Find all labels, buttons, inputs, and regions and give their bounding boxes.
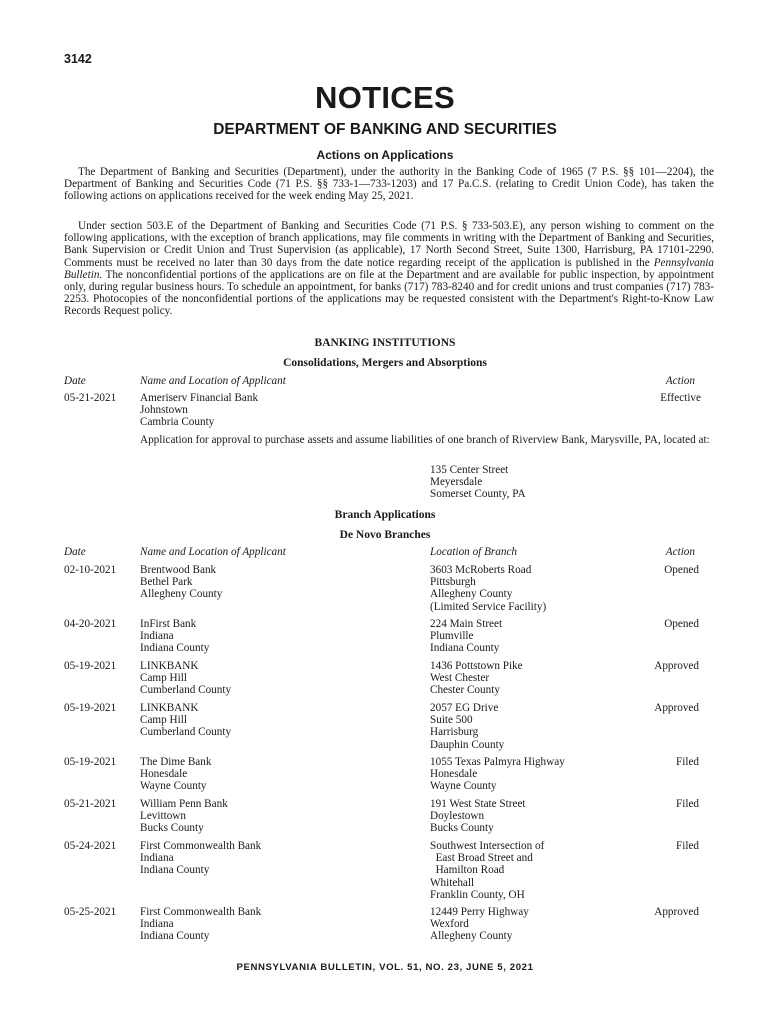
applicant-line: Indiana County — [140, 864, 210, 877]
applicant-line: Honesdale — [140, 768, 188, 781]
table-row-date: 05-19-2021 — [64, 756, 117, 768]
comment-paragraph — [64, 220, 714, 318]
location-line: Honesdale — [430, 768, 478, 781]
applicant-line: InFirst Bank — [140, 618, 197, 630]
table-row-action: Filed — [676, 756, 699, 768]
location-line: Whitehall — [430, 876, 475, 889]
table-row-applicant — [140, 756, 211, 793]
table-row-date: 02-10-2021 — [64, 564, 117, 576]
applicant-line: William Penn Bank — [140, 798, 228, 810]
applicant-line: First Commonwealth Bank — [140, 840, 262, 852]
intro-paragraph: The Department of Banking and Securities (Department), under the authority in the Banking Code of 1965 (7 P.S. §§ 101—2204), the Department of Banking and Securities Code (71 P.S. §§ 733-1—733-1203) and 17 Pa.C.S. (relating to Credit Union Code), has taken the following actions on applications received for the week ending May 25, 2021. — [64, 166, 714, 203]
location-line: 2057 EG Drive — [430, 702, 499, 714]
de-novo-action-header: Action — [665, 546, 695, 558]
consolidation-description: Application for approval to purchase assets and assume liabilities of one branch of Riverview Bank, Marysville, PA, located at: — [140, 434, 710, 446]
table-row-applicant — [140, 564, 222, 601]
table-row-branch-location — [430, 702, 504, 751]
comment-text-end: . The nonconfidential portions of the applications are on file at the Department and are available for public inspection, by appointment only, during regular business hours. To schedule an appointment, for banks (717) 783-8240 and for credit unions and trust companies (717) 783-2253. Photocopies of the nonconfidential portions of the applications may be requested consistent with the Department's Right-to-Know Law Records Request policy. — [64, 268, 714, 318]
location-line: East Broad Street and — [430, 852, 533, 865]
table-row-applicant — [140, 618, 209, 655]
table-row-branch-location — [430, 564, 546, 613]
location-line: Wayne County — [430, 780, 497, 793]
location-line: (Limited Service Facility) — [430, 600, 547, 613]
comment-text-start: Under section 503.E of the Department of Banking and Securities Code (71 P.S. § 733-503.E), any person wishing to comment on the following applications, with the exception of branch applications, may file comments in writing with the Department of Banking and Securities, Bank Supervision or Credit Union and Trust Supervision (as applicable), 17 North Second Street, Suite 1300, Harrisburg, PA 17101-2290. Comments must be received no later than 30 days from the date notice regarding receipt of the application is published in the — [64, 220, 714, 269]
applicant-city: Johnstown — [140, 404, 188, 417]
location-line: Wexford — [430, 918, 469, 931]
location-line: 191 West State Street — [430, 798, 526, 810]
de-novo-heading: De Novo Branches — [339, 529, 431, 541]
applicant-county: Cambria County — [140, 416, 215, 429]
applicant-line: Allegheny County — [140, 588, 223, 601]
table-row-applicant — [140, 906, 261, 943]
consolidations-date-header: Date — [64, 375, 86, 387]
page-number: 3142 — [64, 52, 92, 66]
bulletin-name: Pennsylvania Bulletin — [64, 256, 714, 281]
location-line: 1055 Texas Palmyra Highway — [430, 756, 565, 768]
consolidation-date: 05-21-2021 — [64, 392, 117, 404]
table-row-action: Opened — [664, 618, 699, 630]
applicant-line: Camp Hill — [140, 672, 187, 685]
table-row-action: Approved — [654, 702, 699, 714]
table-row-action: Approved — [654, 906, 699, 918]
location-line: Harrisburg — [430, 726, 479, 739]
location-line: Bucks County — [430, 822, 494, 835]
de-novo-location-header: Location of Branch — [430, 546, 518, 558]
location-line: Franklin County, OH — [430, 888, 525, 901]
table-row-applicant — [140, 702, 231, 739]
table-row-applicant — [140, 840, 261, 877]
table-row-date: 04-20-2021 — [64, 618, 117, 630]
applicant-line: Cumberland County — [140, 684, 232, 697]
consolidation-action: Effective — [660, 392, 701, 404]
table-row-branch-location — [430, 756, 565, 793]
consolidations-name-header: Name and Location of Applicant — [140, 375, 286, 387]
table-row-action: Approved — [654, 660, 699, 672]
location-line: Chester County — [430, 684, 500, 697]
table-row-date: 05-25-2021 — [64, 906, 117, 918]
applicant-line: LINKBANK — [140, 702, 199, 714]
consolidation-branch-address — [430, 464, 526, 501]
location-line: Hamilton Road — [430, 864, 505, 877]
table-row-action: Filed — [676, 840, 699, 852]
location-line: Indiana County — [430, 642, 500, 655]
consolidations-heading: Consolidations, Mergers and Absorptions — [283, 357, 487, 369]
table-row-branch-location — [430, 798, 526, 835]
table-row-branch-location — [430, 840, 544, 901]
applicant-line: Brentwood Bank — [140, 564, 217, 576]
applicant-line: Indiana County — [140, 642, 210, 655]
location-line: Allegheny County — [430, 588, 513, 601]
department-title: DEPARTMENT OF BANKING AND SECURITIES — [213, 121, 557, 138]
table-row-branch-location — [430, 906, 529, 943]
location-line: Suite 500 — [430, 714, 473, 727]
table-row-date: 05-19-2021 — [64, 660, 117, 672]
applicant-line: Cumberland County — [140, 726, 232, 739]
location-line: 224 Main Street — [430, 618, 503, 630]
section-title: NOTICES — [315, 80, 455, 115]
table-row-applicant — [140, 798, 228, 835]
table-row-date: 05-24-2021 — [64, 840, 117, 852]
de-novo-date-header: Date — [64, 546, 86, 558]
table-row-action: Opened — [664, 564, 699, 576]
location-line: West Chester — [430, 672, 490, 685]
de-novo-name-header: Name and Location of Applicant — [140, 546, 286, 558]
location-line: Dauphin County — [430, 738, 505, 751]
table-row-applicant — [140, 660, 231, 697]
consolidation-applicant — [140, 392, 258, 429]
applicant-line: Levittown — [140, 810, 186, 823]
applicant-line: Bethel Park — [140, 576, 193, 589]
table-row-date: 05-21-2021 — [64, 798, 117, 810]
address-county: Somerset County, PA — [430, 488, 526, 501]
address-street: 135 Center Street — [430, 464, 509, 476]
table-row-branch-location — [430, 618, 502, 655]
applicant-line: Camp Hill — [140, 714, 187, 727]
address-city: Meyersdale — [430, 476, 483, 489]
location-line: Plumville — [430, 630, 474, 643]
applicant-line: First Commonwealth Bank — [140, 906, 262, 918]
banking-institutions-heading: BANKING INSTITUTIONS — [314, 337, 456, 349]
location-line: Allegheny County — [430, 930, 513, 943]
table-row-branch-location — [430, 660, 523, 697]
consolidations-action-header: Action — [665, 375, 695, 387]
table-row-action: Filed — [676, 798, 699, 810]
applicant-name: Ameriserv Financial Bank — [140, 392, 259, 404]
applicant-line: Wayne County — [140, 780, 207, 793]
applicant-line: Indiana County — [140, 930, 210, 943]
location-line: Southwest Intersection of — [430, 840, 545, 852]
location-line: Pittsburgh — [430, 576, 476, 589]
page-footer: PENNSYLVANIA BULLETIN, VOL. 51, NO. 23, JUNE 5, 2021 — [236, 962, 534, 973]
applicant-line: The Dime Bank — [140, 756, 212, 768]
applicant-line: LINKBANK — [140, 660, 199, 672]
applicant-line: Indiana — [140, 852, 174, 865]
location-line: 3603 McRoberts Road — [430, 564, 532, 576]
table-row-date: 05-19-2021 — [64, 702, 117, 714]
applicant-line: Bucks County — [140, 822, 204, 835]
location-line: 1436 Pottstown Pike — [430, 660, 523, 672]
applicant-line: Indiana — [140, 630, 174, 643]
branch-applications-heading: Branch Applications — [334, 509, 436, 521]
subtitle: Actions on Applications — [316, 148, 454, 162]
location-line: 12449 Perry Highway — [430, 906, 529, 918]
location-line: Doylestown — [430, 810, 485, 823]
applicant-line: Indiana — [140, 918, 174, 931]
